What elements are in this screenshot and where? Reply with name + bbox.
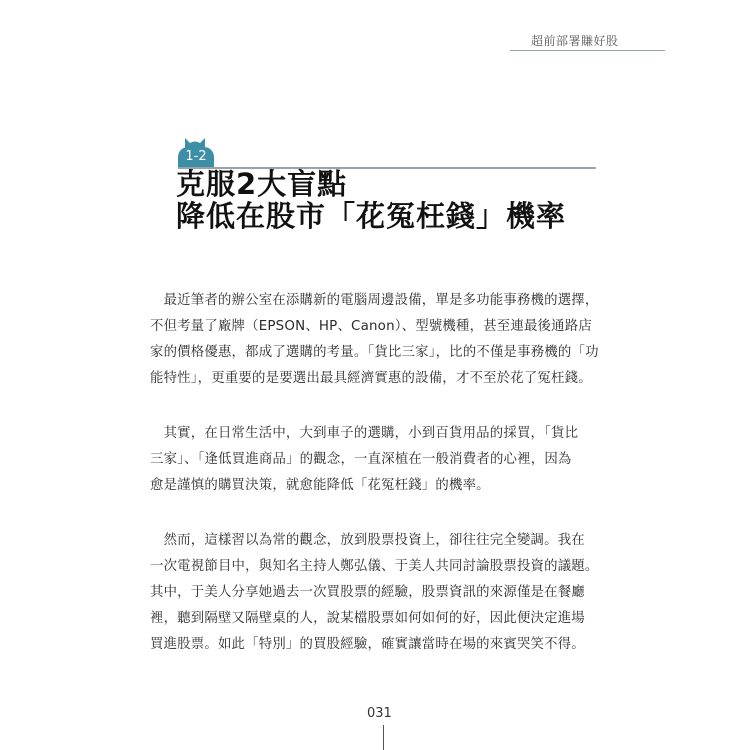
text-line: 家的價格優惠，都成了選購的考量。「貨比三家」，比的不僅是事務機的「功 bbox=[150, 345, 599, 360]
footer-divider bbox=[383, 725, 384, 750]
header-divider bbox=[510, 50, 665, 51]
text-line: 不但考量了廠牌（EPSON、HP、Canon）、型號機種，甚至連最後通路店 bbox=[150, 319, 592, 334]
text-line: 其中，于美人分享她過去一次買股票的經驗，股票資訊的來源僅是在餐廳 bbox=[150, 585, 585, 600]
paragraph-3 bbox=[150, 528, 600, 658]
page-number: 031 bbox=[367, 706, 392, 721]
text-line: 能特性」，更重要的是要選出最具經濟實惠的設備，才不至於花了冤枉錢。 bbox=[150, 371, 592, 386]
text-line: 最近筆者的辦公室在添購新的電腦周邊設備，單是多功能事務機的選擇， bbox=[150, 293, 599, 308]
paragraph-2 bbox=[150, 421, 600, 499]
running-header: 超前部署賺好股 bbox=[531, 34, 619, 48]
text-line: 一次電視節目中，與知名主持人鄭弘儀、于美人共同討論股票投資的議題。 bbox=[150, 559, 599, 574]
text-line: 然而，這樣習以為常的觀念，放到股票投資上，卻往往完全變調。我在 bbox=[150, 533, 585, 548]
chapter-number-tab: 1-2 bbox=[178, 147, 214, 167]
chapter-title-line-2: 降低在股市「花冤枉錢」機率 bbox=[176, 199, 567, 233]
text-line: 裡，聽到隔壁又隔壁桌的人，說某檔股票如何如何的好，因此便決定進場 bbox=[150, 611, 585, 626]
chapter-title bbox=[176, 168, 566, 232]
text-line: 其實，在日常生活中，大到車子的選購，小到百貨用品的採買，「貨比 bbox=[150, 426, 579, 441]
body-text bbox=[150, 288, 600, 687]
paragraph-1 bbox=[150, 288, 600, 392]
chapter-title-line-1: 克服2大盲點 bbox=[176, 167, 348, 201]
text-line: 三家」、「逢低買進商品」的觀念，一直深植在一般消費者的心裡，因為 bbox=[150, 452, 572, 467]
text-line: 買進股票。如此「特別」的買股經驗，確實讓當時在場的來賓哭笑不得。 bbox=[150, 637, 585, 652]
text-line: 愈是謹慎的購買決策，就愈能降低「花冤枉錢」的機率。 bbox=[150, 478, 490, 493]
